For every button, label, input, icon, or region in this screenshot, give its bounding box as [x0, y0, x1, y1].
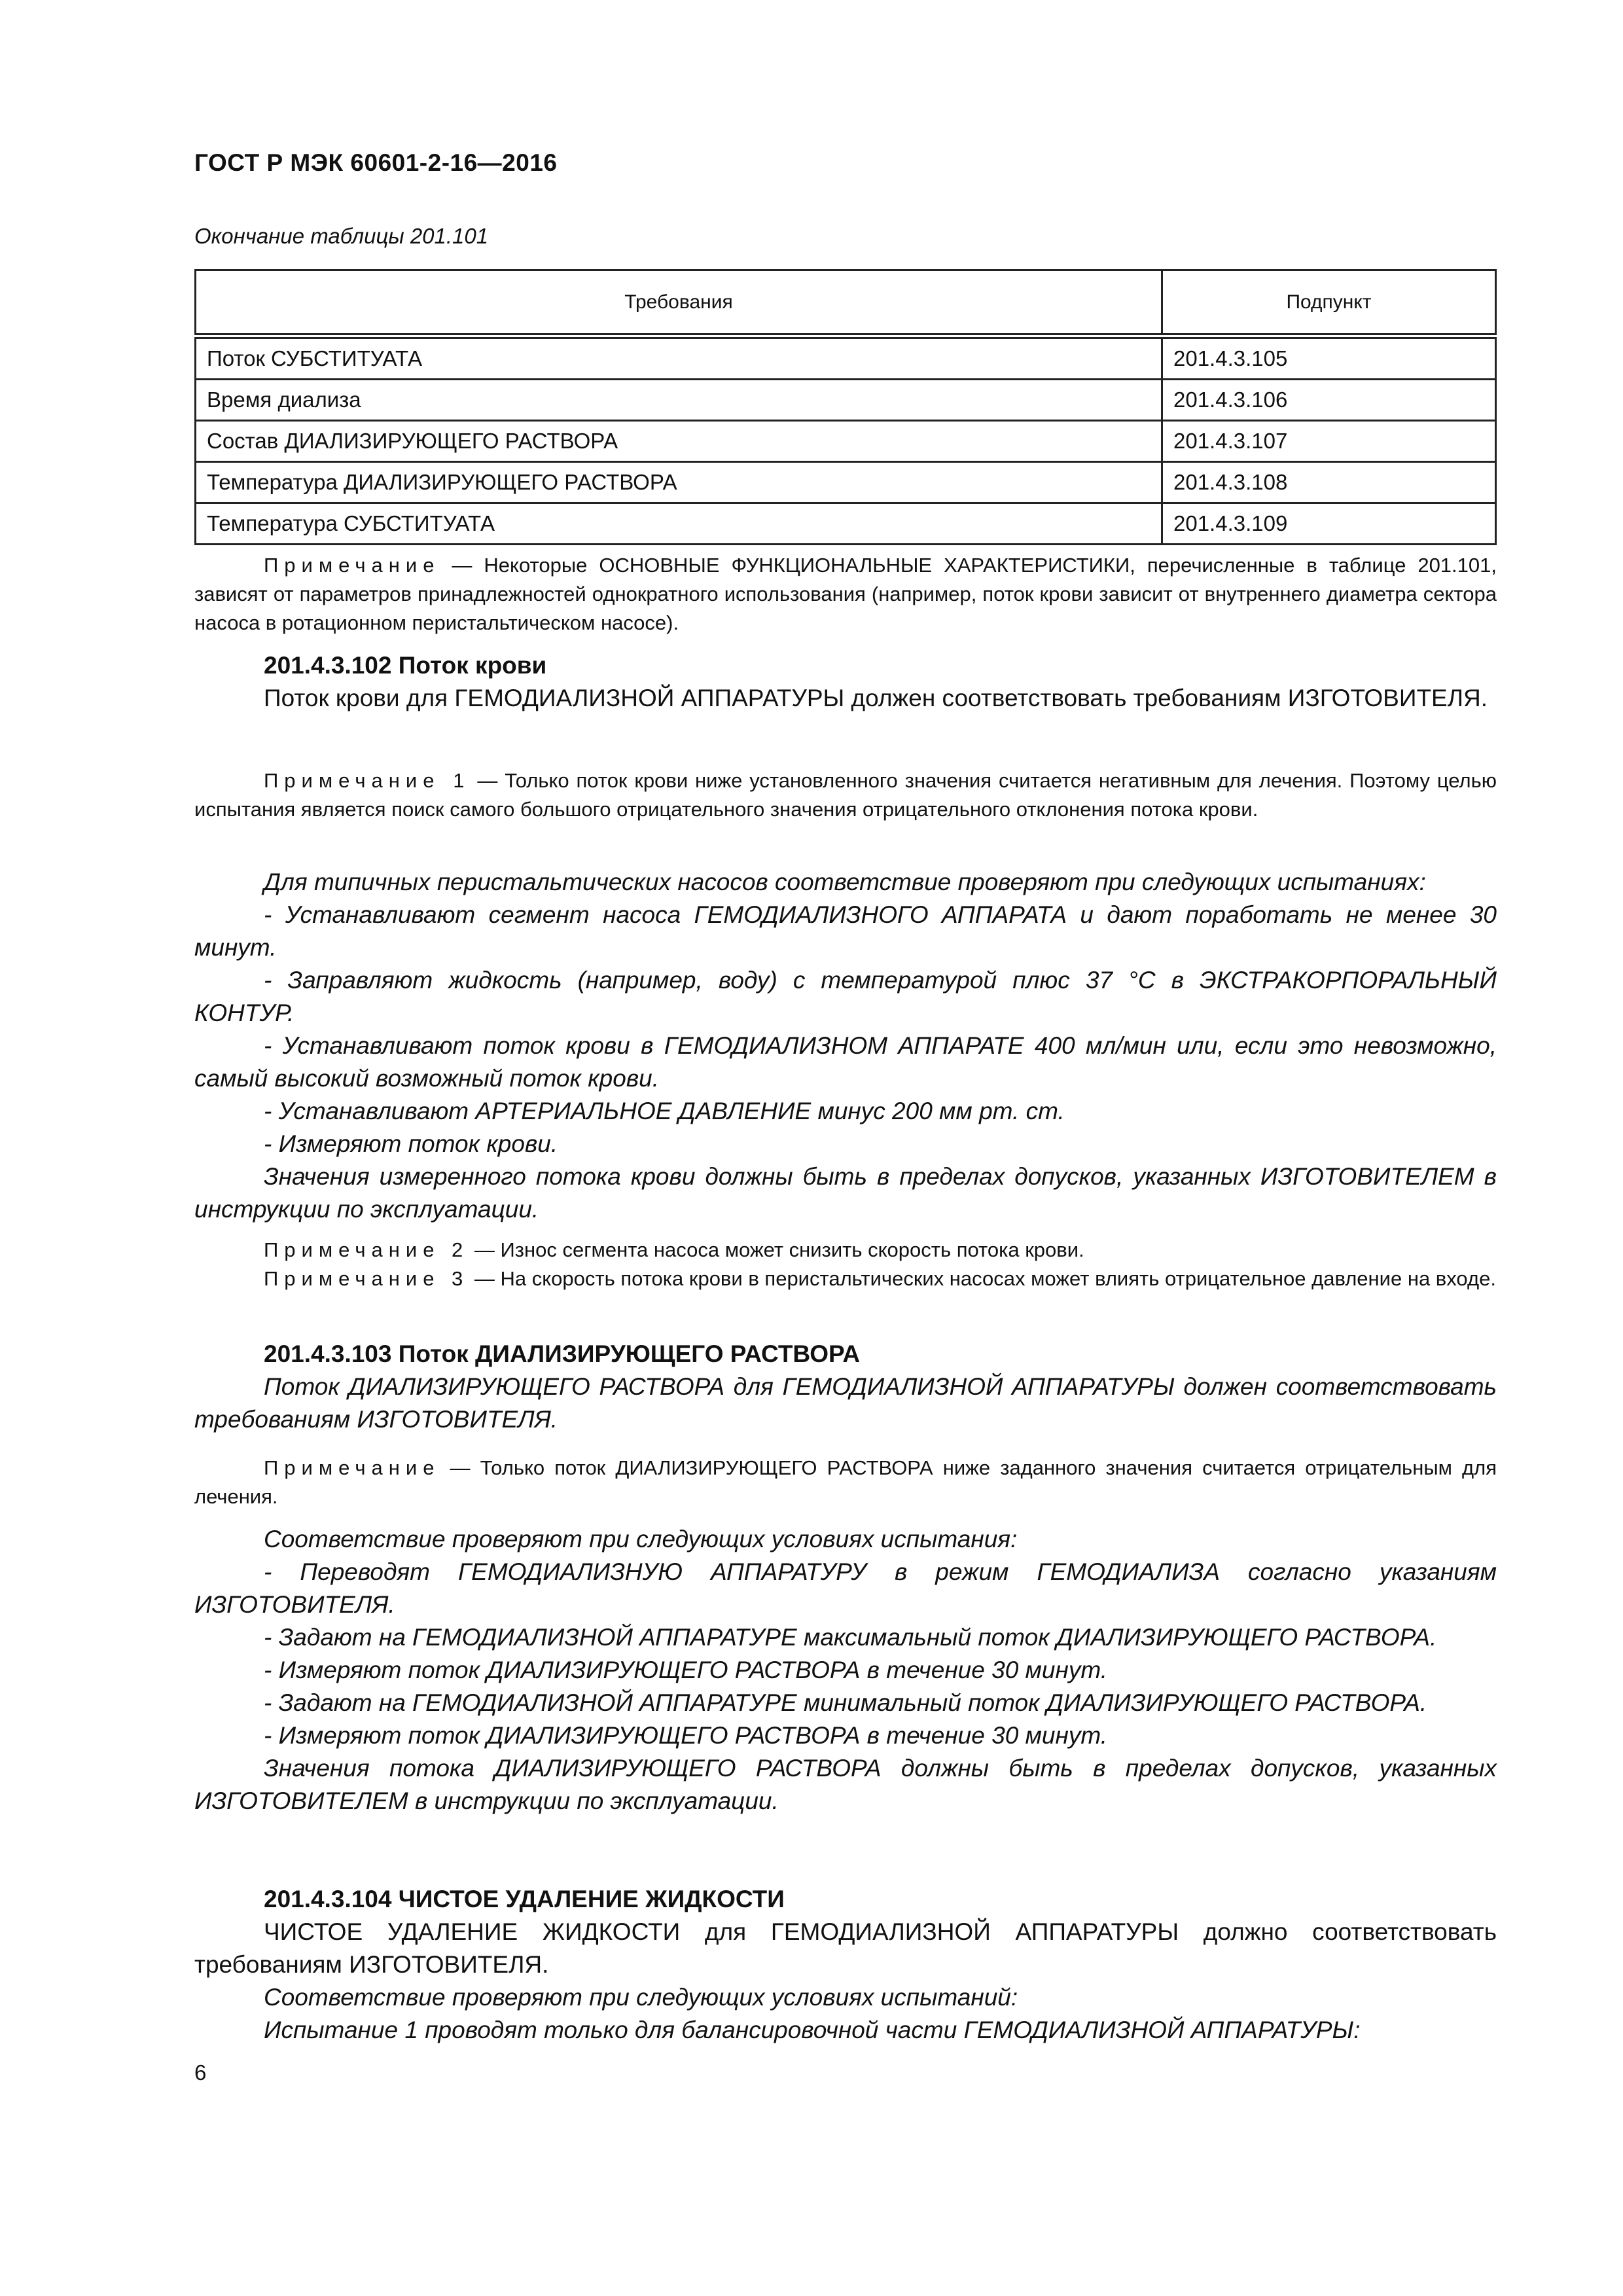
section-103-test — [194, 1523, 1497, 1818]
table-row — [196, 462, 1496, 503]
section-201-4-3-104 — [194, 1883, 1497, 2047]
note-label: Примечание 2 — [264, 1238, 469, 1261]
table-cell: 201.4.3.107 — [1162, 421, 1496, 462]
section-text: Поток ДИАЛИЗИРУЮЩЕГО РАСТВОРА для ГЕМОДИАЛИЗНОЙ АППАРАТУРЫ должен соответствовать требованиям ИЗГОТОВИТЕЛЯ. — [194, 1373, 1497, 1433]
section-text: ЧИСТОЕ УДАЛЕНИЕ ЖИДКОСТИ для ГЕМОДИАЛИЗНОЙ АППАРАТУРЫ должно соответствовать требованиям ИЗГОТОВИТЕЛЯ. — [194, 1918, 1497, 1978]
section-102-note-1 — [194, 766, 1497, 824]
section-heading: 201.4.3.102 Поток крови — [264, 652, 547, 679]
table-header-cell: Требования — [196, 270, 1162, 336]
test-step: - Устанавливают АРТЕРИАЛЬНОЕ ДАВЛЕНИЕ минус 200 мм рт. ст. — [264, 1098, 1065, 1124]
test-intro: Для типичных перистальтических насосов соответствие проверяют при следующих испытаниях: — [264, 869, 1426, 895]
test-step: - Задают на ГЕМОДИАЛИЗНОЙ АППАРАТУРЕ максимальный поток ДИАЛИЗИРУЮЩЕГО РАСТВОРА. — [264, 1624, 1437, 1651]
test-step: - Измеряют поток ДИАЛИЗИРУЮЩЕГО РАСТВОРА в течение 30 минут. — [264, 1657, 1108, 1683]
test-intro: Соответствие проверяют при следующих условиях испытания: — [264, 1526, 1018, 1552]
table-caption: Окончание таблицы 201.101 — [194, 224, 489, 248]
note-label: Примечание — [264, 554, 440, 577]
note-text: — Только поток крови ниже установленного значения считается негативным для лечения. Поэтому целью испытания является поиск самого большого отрицательного значения отрицательного отклонения потока крови. — [194, 769, 1497, 821]
test-step: - Переводят ГЕМОДИАЛИЗНУЮ АППАРАТУРУ в режим ГЕМОДИАЛИЗА согласно указаниям ИЗГОТОВИТЕЛЯ. — [194, 1558, 1497, 1618]
test-intro: Соответствие проверяют при следующих условиях испытаний: — [264, 1984, 1018, 2011]
test-description: Испытание 1 проводят только для балансировочной части ГЕМОДИАЛИЗНОЙ АППАРАТУРЫ: — [264, 2017, 1361, 2043]
test-step: - Заправляют жидкость (например, воду) с температурой плюс 37 °С в ЭКСТРАКОРПОРАЛЬНЫЙ КОНТУР. — [194, 967, 1497, 1026]
test-result: Значения потока ДИАЛИЗИРУЮЩЕГО РАСТВОРА должны быть в пределах допусков, указанных ИЗГОТОВИТЕЛЕМ в инструкции по эксплуатации. — [194, 1755, 1497, 1814]
test-step: - Задают на ГЕМОДИАЛИЗНОЙ АППАРАТУРЕ минимальный поток ДИАЛИЗИРУЮЩЕГО РАСТВОРА. — [264, 1689, 1427, 1716]
table-note — [194, 551, 1497, 637]
test-step: - Устанавливают сегмент насоса ГЕМОДИАЛИЗНОГО АППАРАТА и дают поработать не менее 30 минут. — [194, 901, 1497, 961]
table-row — [196, 421, 1496, 462]
test-step: - Устанавливают поток крови в ГЕМОДИАЛИЗНОМ АППАРАТЕ 400 мл/мин или, если это невозможно, самый высокий возможный поток крови. — [194, 1032, 1497, 1092]
table-cell: Температура ДИАЛИЗИРУЮЩЕГО РАСТВОРА — [196, 462, 1162, 503]
section-103-note — [194, 1454, 1497, 1511]
note-label: Примечание 3 — [264, 1267, 469, 1290]
note-text: — Износ сегмента насоса может снизить скорость потока крови. — [469, 1238, 1084, 1261]
table-cell: Температура СУБСТИТУАТА — [196, 503, 1162, 545]
section-201-4-3-102 — [194, 649, 1497, 715]
table-cell: 201.4.3.109 — [1162, 503, 1496, 545]
table-cell: 201.4.3.106 — [1162, 380, 1496, 421]
table-cell: 201.4.3.108 — [1162, 462, 1496, 503]
note-text: — Только поток ДИАЛИЗИРУЮЩЕГО РАСТВОРА ниже заданного значения считается отрицательным для лечения. — [194, 1456, 1497, 1508]
table-cell: 201.4.3.105 — [1162, 336, 1496, 380]
page-number: 6 — [194, 2060, 207, 2085]
note-text: — На скорость потока крови в перистальтических насосах может влиять отрицательное давление на входе. — [469, 1267, 1496, 1290]
section-text: Поток крови для ГЕМОДИАЛИЗНОЙ АППАРАТУРЫ должен соответствовать требованиям ИЗГОТОВИТЕЛЯ. — [264, 685, 1488, 711]
table-cell: Состав ДИАЛИЗИРУЮЩЕГО РАСТВОРА — [196, 421, 1162, 462]
note-label: Примечание — [264, 1456, 440, 1479]
table-cell: Поток СУБСТИТУАТА — [196, 336, 1162, 380]
requirements-table — [194, 269, 1497, 545]
test-result: Значения измеренного потока крови должны быть в пределах допусков, указанных ИЗГОТОВИТЕЛЕМ в инструкции по эксплуатации. — [194, 1163, 1497, 1223]
section-heading: 201.4.3.103 Поток ДИАЛИЗИРУЮЩЕГО РАСТВОРА — [264, 1340, 861, 1367]
section-201-4-3-103 — [194, 1338, 1497, 1436]
test-step: - Измеряют поток крови. — [264, 1130, 558, 1157]
section-102-test — [194, 866, 1497, 1226]
section-102-notes-2-3 — [194, 1236, 1497, 1293]
table-header-cell: Подпункт — [1162, 270, 1496, 336]
note-text: — Некоторые ОСНОВНЫЕ ФУНКЦИОНАЛЬНЫЕ ХАРАКТЕРИСТИКИ, перечисленные в таблице 201.101, зависят от параметров принадлежностей однократного использования (например, поток крови зависит от внутреннего диаметра сектора насоса в ротационном перистальтическом насосе). — [194, 554, 1497, 634]
table-header-row — [196, 270, 1496, 336]
document-header: ГОСТ Р МЭК 60601-2-16—2016 — [194, 149, 558, 176]
table-row — [196, 503, 1496, 545]
table-row — [196, 380, 1496, 421]
table-row — [196, 336, 1496, 380]
test-step: - Измеряют поток ДИАЛИЗИРУЮЩЕГО РАСТВОРА в течение 30 минут. — [264, 1722, 1108, 1749]
note-label: Примечание 1 — [264, 769, 471, 792]
table-cell: Время диализа — [196, 380, 1162, 421]
section-heading: 201.4.3.104 ЧИСТОЕ УДАЛЕНИЕ ЖИДКОСТИ — [264, 1886, 785, 1912]
